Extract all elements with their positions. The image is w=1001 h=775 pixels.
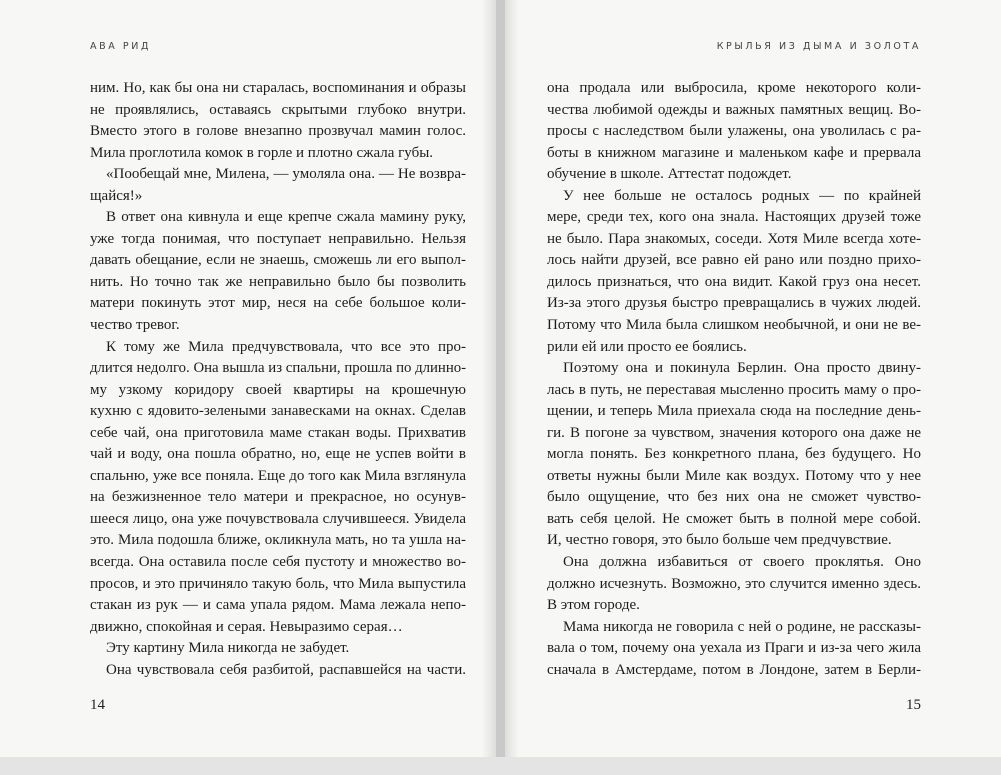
right-page-text	[547, 78, 921, 682]
text-line: шееся лицо, она уже почувствовала случившееся. Увидела	[90, 510, 466, 527]
text-line: обучение в школе. Аттестат подождет.	[547, 166, 792, 183]
text-line: Мила проглотила комок в горле и плотно сжала губы.	[90, 144, 434, 161]
text-line: ним. Но, как бы она ни старалась, воспоминания и образы	[90, 80, 466, 96]
text-line: лось найти друзей, все равно ей рано или поздно прихо-	[547, 252, 921, 269]
text-line: спальню, уже все поняла. Еще до того как Мила взглянула	[90, 467, 466, 484]
right-page	[505, 0, 1001, 757]
text-line: просов, и это причиняло такую боль, что Мила выпустила	[90, 575, 466, 592]
page-number-left: 14	[90, 697, 105, 713]
text-line: движно, спокойная и серая. Невыразимо серая…	[90, 618, 403, 635]
text-line: Эту картину Мила никогда не забудет.	[106, 640, 350, 657]
text-line: просы с наследством были улажены, она уволилась с ра-	[547, 123, 921, 140]
text-line: му узкому коридору своей квартиры на крошечную	[90, 381, 466, 398]
text-line: стакан из рук — и сама упала рядом. Мама лежала непо-	[90, 597, 466, 614]
text-line: У нее больше не осталось родных — по крайней	[563, 187, 921, 204]
text-line: всегда. Она оставила после себя пустоту и множество во-	[90, 554, 466, 571]
text-line: чай и воду, она пошла обратно, но, еще не успев войти в	[90, 446, 466, 463]
text-line: «Пообещай мне, Милена, — умоляла она. — Не возвра-	[106, 166, 466, 183]
text-line: Мама никогда не говорила с ней о родине, не рассказы-	[563, 618, 921, 635]
text-line: боты в книжном магазине и маленьком кафе и прервала	[547, 144, 921, 161]
text-line: на безжизненное тело матери и прекрасное, но осунув-	[90, 489, 466, 506]
running-head-title: КРЫЛЬЯ ИЗ ДЫМА И ЗОЛОТА	[716, 41, 921, 52]
text-line: кухню с ядовито-зелеными занавесками на окнах. Сделав	[90, 403, 466, 420]
text-line: Поэтому она и покинула Берлин. Она просто двину-	[563, 360, 921, 377]
text-line: длится недолго. Она вышла из спальни, прошла по длинно-	[90, 360, 466, 377]
text-line: это. Мила подошла ближе, окликнула мать, но та ушла на-	[90, 532, 466, 549]
text-line: не проявлялись, оставаясь скрытыми глубоко внутри.	[90, 101, 466, 118]
text-line: она продала или выбросила, кроме некоторого коли-	[547, 80, 921, 96]
text-line: вала о том, почему она уехала из Праги и из-за чего жила	[547, 640, 921, 657]
text-line: Она должна избавиться от своего проклятья. Оно	[563, 554, 921, 571]
text-line: дилось признаться, что она видит. Какой груз она несет.	[547, 273, 921, 290]
text-line: ги. В погоне за чувством, значения которого она даже не	[547, 424, 921, 441]
text-line: было ощущение, что без них она не сможет чувство-	[547, 489, 921, 506]
text-line: Вместо этого в голове внезапно прозвучал мамин голос.	[90, 123, 466, 140]
text-line: матери покинуть этот мир, неся на себе большое коли-	[90, 295, 466, 312]
book-gutter	[496, 0, 505, 757]
text-line: сначала в Амстердаме, потом в Лондоне, затем в Берли-	[547, 661, 921, 678]
text-line: Потому что Мила была слишком необычной, и они не ве-	[547, 317, 921, 334]
text-line: лась в путь, не переставая мысленно просить маму о про-	[547, 381, 921, 398]
text-line: могла понять. Без конкретного плана, без будущего. Но	[547, 446, 921, 463]
text-line: не было. Пара знакомых, соседи. Хотя Миле всегда хоте-	[547, 230, 921, 247]
text-line: чество тревог.	[90, 317, 180, 334]
text-line	[90, 681, 466, 682]
text-line: себе чай, она приготовила маме стакан воды. Прихватив	[90, 424, 466, 441]
text-line: Она чувствовала себя разбитой, распавшейся на части.	[106, 661, 466, 678]
left-page	[0, 0, 496, 757]
text-line: В ответ она кивнула и еще крепче сжала мамину руку,	[106, 209, 466, 226]
text-line	[547, 681, 921, 682]
left-page-text	[90, 78, 466, 682]
text-line: должно исчезнуть. Возможно, это случится именно здесь.	[547, 575, 921, 592]
text-line: К тому же Мила предчувствовала, что все это про-	[106, 338, 466, 355]
running-head-author: АВА РИД	[90, 41, 151, 52]
text-line: рили ей или просто ее боялись.	[547, 338, 747, 355]
text-line: щении, и теперь Мила приехала сюда на последние день-	[547, 403, 921, 420]
text-line: нить. Но точно так же неправильно было бы позволить	[90, 273, 466, 290]
page-number-right: 15	[906, 697, 921, 713]
text-line: ответы нужны были Миле как воздух. Потому что у нее	[547, 467, 921, 484]
text-line: вать себя целой. Не сможет быть в полной мере собой.	[547, 510, 921, 527]
text-line: В этом городе.	[547, 597, 640, 614]
text-line: мере, среди тех, кого она знала. Настоящих друзей тоже	[547, 209, 921, 226]
text-line: давать обещание, если не знаешь, сможешь ли его выпол-	[90, 252, 466, 269]
text-line: И, честно говоря, это было больше чем предчувствие.	[547, 532, 892, 549]
text-line: уже тогда понимая, что поступает неправильно. Нельзя	[90, 230, 466, 247]
text-line: Из-за этого друзья быстро превращались в чужих людей.	[547, 295, 921, 312]
text-line: чества любимой одежды и важных памятных вещиц. Во-	[547, 101, 921, 118]
text-line: щайся!»	[90, 187, 143, 204]
